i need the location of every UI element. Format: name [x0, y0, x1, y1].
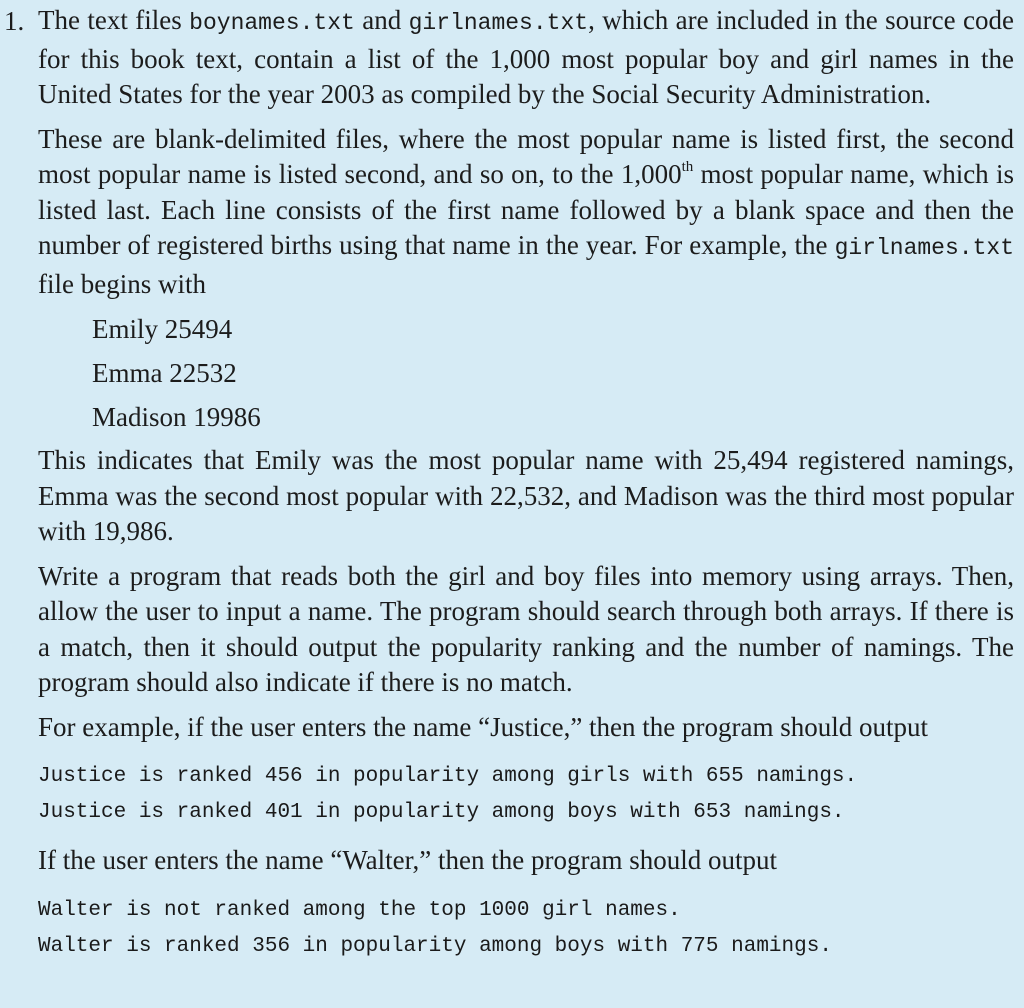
- code-line: Walter is ranked 356 in popularity among boys with 775 namings.: [38, 934, 832, 958]
- text: most popular name, which is listed last. Each line consists of the first name followed by a blank space and then the number of registered births using that name in the year. For example, the: [38, 159, 1014, 260]
- paragraph-format: [38, 122, 1014, 303]
- paragraph-intro: [38, 3, 1014, 113]
- text: The text files: [38, 5, 190, 35]
- text: These are blank-delimited files, where the most popular name is listed first, the second most popular name is listed second, and so on, to the 1,000: [38, 123, 1014, 189]
- code-line: Justice is ranked 401 in popularity among boys with 653 namings.: [38, 801, 845, 824]
- code-output-justice: [38, 759, 1014, 831]
- filename-boynames: boynames.txt: [189, 10, 355, 36]
- example-line: Emma 22532: [92, 358, 237, 388]
- paragraph-example-walter: If the user enters the name “Walter,” then the program should output: [38, 845, 777, 875]
- example-line: Emily 25494: [92, 314, 233, 344]
- text: , which are included in the source code for this book text, contain a list of the 1,000 most popular boy and girl names in the United States for the year 2003 as compiled by the Social Security Administration.: [38, 5, 1014, 109]
- item-number: 1.: [4, 6, 25, 36]
- exercise-body: [38, 3, 1014, 977]
- text: and: [354, 5, 409, 35]
- paragraph-task: Write a program that reads both the girl and boy files into memory using arrays. Then, allow the user to input a name. The program should search through both arrays. If there is a match, then it should output the popularity ranking and the number of namings. The program should also indicate if there is no match.: [38, 560, 1014, 697]
- superscript-th: th: [681, 159, 694, 175]
- filename-girlnames: girlnames.txt: [408, 10, 589, 36]
- paragraph-example-justice: For example, if the user enters the name “Justice,” then the program should output: [38, 711, 928, 742]
- code-line: Walter is not ranked among the top 1000 girl names.: [38, 898, 681, 922]
- code-line: Justice is ranked 456 in popularity among girls with 655 namings.: [38, 765, 858, 788]
- paragraph-explanation: This indicates that Emily was the most popular name with 25,494 registered namings, Emma was the second most popular with 22,532, and Madison was the third most popular with 19,986.: [38, 445, 1014, 546]
- code-output-walter: [38, 893, 1014, 965]
- example-line: Madison 19986: [92, 402, 261, 432]
- text: file begins with: [38, 268, 206, 299]
- filename-girlnames: girlnames.txt: [834, 235, 1014, 261]
